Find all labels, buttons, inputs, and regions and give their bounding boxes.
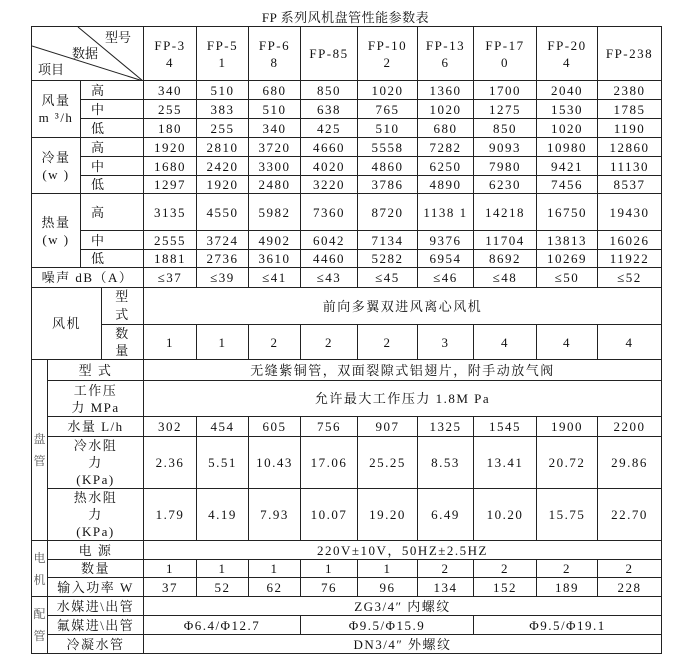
value-cell: 1 [197,325,249,360]
item-label: 项目 [38,62,65,77]
model-name: FP-13 [425,37,466,53]
value-cell: 4860 [358,157,418,176]
value-cell: 189 [537,578,598,597]
value-cell: 2040 [537,81,598,100]
unit: (w ) [42,166,70,182]
value-cell: 19430 [598,194,662,231]
level-label: 高 [81,194,144,231]
model-name: FP-3 [154,37,186,53]
value-cell: 15.75 [537,489,598,541]
model-name: FP-20 [547,37,587,53]
value-cell: 7134 [358,231,418,250]
label: 冷量 [41,149,71,165]
water-pipe-row [32,597,662,616]
value-cell: 6042 [301,231,358,250]
header-row [32,27,662,81]
value-cell: 9376 [418,231,474,250]
hot-res-row [32,489,662,541]
unit: m ³/h [38,110,74,125]
value-cell: 4 [474,325,537,360]
value-cell: 9093 [474,138,537,157]
value-cell: 4.19 [197,489,249,541]
value-cell: 4 [537,325,598,360]
value-cell: 5982 [249,194,301,231]
value-cell: ≤46 [418,268,474,288]
value-cell: 302 [144,417,197,437]
value-cell: 3610 [249,250,301,268]
value-cell: 907 [358,417,418,437]
model-name-cont: 2 [383,54,392,70]
value-cell: 1530 [537,100,598,119]
drain-pipe-row [32,635,662,654]
value-cell: 134 [418,578,474,597]
water-pipe-label: 水媒进\出管 [48,597,144,616]
value-cell: ≤50 [537,268,598,288]
value-cell: 16750 [537,194,598,231]
coil-label [32,360,48,541]
water-pipe-value: ZG3/4″ 内螺纹 [144,597,662,616]
motor-label [32,541,48,597]
value-cell: 14218 [474,194,537,231]
value-cell: 1297 [144,176,197,194]
level-label: 低 [81,119,144,138]
model-name: FP-10 [367,37,408,53]
value-cell: 3724 [197,231,249,250]
value-cell: 1700 [474,81,537,100]
fan-type-row [32,288,662,325]
value-cell: 255 [144,100,197,119]
value-cell: 10.20 [474,489,537,541]
value-cell: ≤41 [249,268,301,288]
value-cell: 4890 [418,176,474,194]
model-header [197,27,249,81]
value-cell: 2 [418,560,474,578]
freon-pipe-label: 氟媒进\出管 [48,616,144,635]
value-cell: 1545 [474,417,537,437]
pressure-value: 允许最大工作压力 1.8M Pa [144,381,662,417]
value-cell: 180 [144,119,197,138]
value-cell: 22.70 [598,489,662,541]
value-cell: ≤52 [598,268,662,288]
value-cell: 11704 [474,231,537,250]
value-cell: 510 [197,81,249,100]
model-header [537,27,598,81]
value-cell: 2.36 [144,437,197,489]
data-label: 数据 [72,46,99,61]
value-cell: 1785 [598,100,662,119]
value-cell: 2 [301,325,358,360]
value-cell: 7.93 [249,489,301,541]
value-cell: 25.25 [358,437,418,489]
value-cell: 11130 [598,157,662,176]
value-cell: 16026 [598,231,662,250]
value-cell: 2 [537,560,598,578]
value-cell: 4 [598,325,662,360]
value-cell: 8537 [598,176,662,194]
value-cell: 1920 [197,176,249,194]
value-cell: 756 [301,417,358,437]
value-cell: 11922 [598,250,662,268]
value-cell: 62 [249,578,301,597]
coil-type-row [32,360,662,381]
value-cell: 12860 [598,138,662,157]
value-cell: ≤43 [301,268,358,288]
value-cell: 255 [197,119,249,138]
motor-label-text: 电机 [33,550,46,587]
value-cell: 425 [301,119,358,138]
model-header [301,27,358,81]
value-cell: 13813 [537,231,598,250]
value-cell: 8.53 [418,437,474,489]
cold-res-label: 冷水阻力 (KPa) [48,437,144,489]
hot-res-label: 热水阻力 (KPa) [48,489,144,541]
heating-row [32,231,662,250]
value-cell: 3300 [249,157,301,176]
airflow-row [32,81,662,100]
value-cell: 850 [301,81,358,100]
fan-qty-row [32,325,662,360]
level-label: 高 [81,138,144,157]
power-label: 电 源 [48,541,144,560]
model-name-cont: 4 [563,54,571,70]
cold-res-row [32,437,662,489]
water-flow-label: 水量 L/h [48,417,144,437]
value-cell: 4660 [301,138,358,157]
airflow-row [32,119,662,138]
value-cell: 1020 [358,81,418,100]
value-cell: 1680 [144,157,197,176]
value-cell: 3 [418,325,474,360]
value-cell: 3220 [301,176,358,194]
value-cell: 638 [301,100,358,119]
value-cell: 1138 1 [418,194,474,231]
cooling-row [32,176,662,194]
value-cell: 8720 [358,194,418,231]
coil-type-value: 无缝紫铜管，双面裂隙式铝翅片，附手动放气阀 [144,360,662,381]
freon-pipe-row [32,616,662,635]
value-cell: 454 [197,417,249,437]
model-header [418,27,474,81]
value-cell: 4020 [301,157,358,176]
value-cell: 20.72 [537,437,598,489]
label: 风量 [41,93,71,108]
model-name: FP-238 [605,46,654,61]
value-cell: 6.49 [418,489,474,541]
model-label: 型号 [104,30,131,45]
value-cell: 17.06 [301,437,358,489]
value-cell: ≤37 [144,268,197,288]
value-cell: 3135 [144,194,197,231]
value-cell: 2200 [598,417,662,437]
value-cell: 7282 [418,138,474,157]
table-title: FP 系列风机盘管性能参数表 [261,10,430,25]
value-cell: 2 [474,560,537,578]
value-cell: 765 [358,100,418,119]
value-cell: 6250 [418,157,474,176]
level-label: 中 [81,231,144,250]
heating-row [32,194,662,231]
value-cell: 10980 [537,138,598,157]
power-value: 220V±10V，50HZ±2.5HZ [144,541,662,560]
value-cell: 9421 [537,157,598,176]
value-cell: 8692 [474,250,537,268]
model-name: FP-85 [309,46,349,61]
value-cell: 2380 [598,81,662,100]
model-name-cont: 6 [441,54,450,70]
fan-type-label: 型式 [102,288,144,325]
motor-input-row [32,578,662,597]
cooling-label [32,138,81,194]
fan-qty-label: 数量 [102,325,144,360]
value-cell: 5282 [358,250,418,268]
value-cell: 52 [197,578,249,597]
value-cell: 1 [358,560,418,578]
value-cell: 2 [249,325,301,360]
cooling-row [32,138,662,157]
level-label: 低 [81,250,144,268]
model-header [249,27,301,81]
value-cell: 1190 [598,119,662,138]
value-cell: 1 [301,560,358,578]
airflow-row [32,100,662,119]
value-cell: 1360 [418,81,474,100]
label: 热量 [41,214,71,230]
pressure-label: 工作压力 MPa [48,381,144,417]
value-cell: 2420 [197,157,249,176]
value-cell: 76 [301,578,358,597]
drain-pipe-label: 冷凝水管 [48,635,144,654]
fan-label: 风机 [32,288,102,360]
value-cell: ≤48 [474,268,537,288]
value-cell: 13.41 [474,437,537,489]
value-cell: 340 [144,81,197,100]
value-cell: ≤39 [197,268,249,288]
value-cell: 4902 [249,231,301,250]
value-cell: 2555 [144,231,197,250]
model-name-cont: 0 [501,54,509,70]
value-cell: 2 [598,560,662,578]
diagonal-header-cell [32,27,144,81]
level-label: 高 [81,81,144,100]
heating-label [32,194,81,268]
level-label: 中 [81,100,144,119]
coil-label-text: 盘管 [33,432,46,468]
model-name: FP-17 [485,37,525,53]
value-cell: 510 [358,119,418,138]
water-flow-row [32,417,662,437]
motor-power-row [32,541,662,560]
piping-label [32,597,48,654]
model-header [474,27,537,81]
airflow-label [32,81,81,138]
level-label: 中 [81,157,144,176]
value-cell: 3720 [249,138,301,157]
heating-row [32,250,662,268]
value-cell: 37 [144,578,197,597]
value-cell: ≤45 [358,268,418,288]
value-cell: 6230 [474,176,537,194]
noise-row [32,268,662,288]
value-cell: 1325 [418,417,474,437]
value-cell: 1 [144,325,197,360]
model-name-cont: 8 [270,54,279,70]
model-header [598,27,662,81]
value-cell: 228 [598,578,662,597]
model-header [144,27,197,81]
value-cell: 10269 [537,250,598,268]
value-cell: 7980 [474,157,537,176]
piping-label-text: 配管 [33,607,46,643]
value-cell: 1275 [474,100,537,119]
freon-pipe-value: Φ6.4/Φ12.7 [144,616,301,635]
value-cell: 510 [249,100,301,119]
value-cell: 3786 [358,176,418,194]
value-cell: 29.86 [598,437,662,489]
value-cell: 1881 [144,250,197,268]
value-cell: 1920 [144,138,197,157]
model-name: FP-5 [206,37,239,53]
value-cell: 850 [474,119,537,138]
model-name-cont: 4 [166,54,174,70]
value-cell: 4550 [197,194,249,231]
value-cell: 605 [249,417,301,437]
cooling-row [32,157,662,176]
value-cell: 96 [358,578,418,597]
value-cell: 152 [474,578,537,597]
value-cell: 5.51 [197,437,249,489]
value-cell: 1 [249,560,301,578]
noise-label: 噪声 dB（A） [32,268,144,288]
value-cell: 4460 [301,250,358,268]
value-cell: 1.79 [144,489,197,541]
coil-type-label: 型 式 [48,360,144,381]
value-cell: 680 [249,81,301,100]
fan-type-value: 前向多翼双进风离心风机 [144,288,662,325]
value-cell: 1020 [537,119,598,138]
model-name-cont: 1 [218,54,227,70]
value-cell: 1 [144,560,197,578]
value-cell: 2480 [249,176,301,194]
value-cell: 19.20 [358,489,418,541]
value-cell: 7360 [301,194,358,231]
value-cell: 2736 [197,250,249,268]
freon-pipe-value: Φ9.5/Φ19.1 [474,616,662,635]
value-cell: 5558 [358,138,418,157]
motor-qty-row [32,560,662,578]
motor-qty-label: 数量 [48,560,144,578]
freon-pipe-value: Φ9.5/Φ15.9 [301,616,474,635]
value-cell: 1020 [418,100,474,119]
value-cell: 6954 [418,250,474,268]
value-cell: 1 [197,560,249,578]
drain-pipe-value: DN3/4″ 外螺纹 [144,635,662,654]
value-cell: 383 [197,100,249,119]
value-cell: 10.43 [249,437,301,489]
value-cell: 340 [249,119,301,138]
unit: (w ) [42,231,70,247]
value-cell: 2810 [197,138,249,157]
coil-pressure-row [32,381,662,417]
value-cell: 2 [358,325,418,360]
value-cell: 1900 [537,417,598,437]
model-header [358,27,418,81]
value-cell: 680 [418,119,474,138]
level-label: 低 [81,176,144,194]
model-name: FP-6 [258,37,291,53]
input-power-label: 输入功率 W [48,578,144,597]
value-cell: 7456 [537,176,598,194]
value-cell: 10.07 [301,489,358,541]
performance-table [31,26,662,654]
